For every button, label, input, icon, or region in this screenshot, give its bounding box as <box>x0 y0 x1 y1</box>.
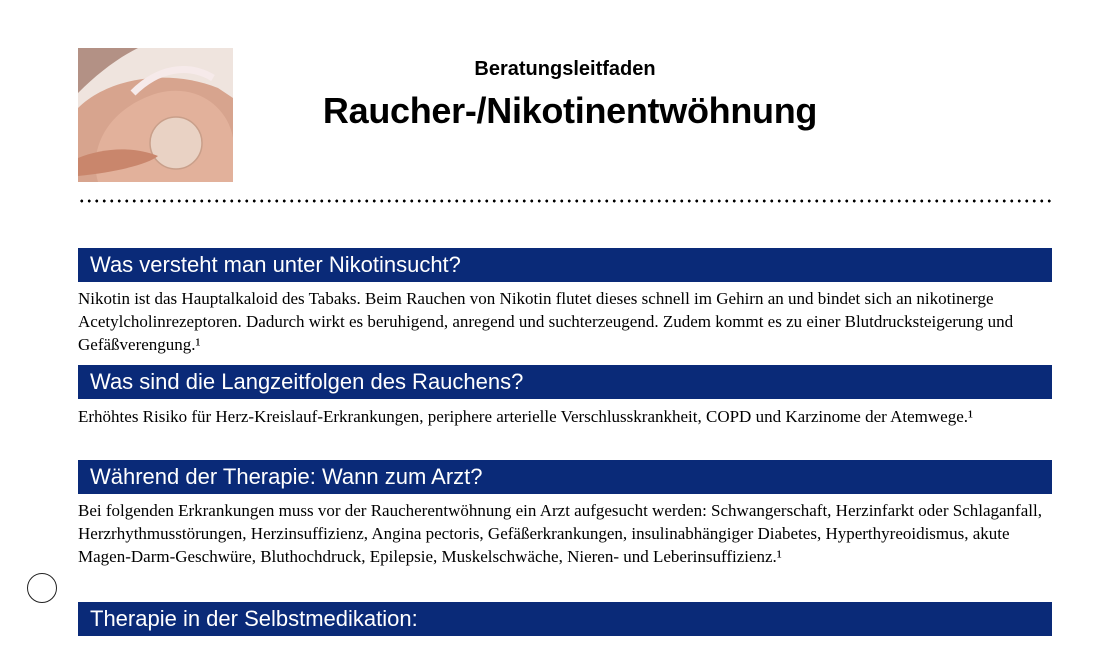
circle-marker <box>27 573 57 603</box>
document-subtitle: Beratungsleitfaden <box>474 58 656 80</box>
dotted-divider <box>78 198 1052 204</box>
nicotine-patch-photo <box>78 48 233 182</box>
section-heading-nikotinsucht: Was versteht man unter Nikotinsucht? <box>78 248 1052 282</box>
section-text-arzt: Bei folgenden Erkrankungen muss vor der Raucherentwöhnung ein Arzt aufgesucht werden: Schwangerschaft, Herzinfarkt oder Schlaganfall, Herzrhythmusstörungen, Herzinsuffizienz, Angina pectoris, Gefäßerkrankungen, insulinabhängiger Diabetes, Hyperthyreoidismus, akute Magen-Darm-Geschwüre, Bluthochdruck, Epilepsie, Muskelschwäche, Nieren- und Leberinsuffizienz.¹ <box>78 501 1042 566</box>
section-text-nikotinsucht: Nikotin ist das Hauptalkaloid des Tabaks. Beim Rauchen von Nikotin flutet dieses schnell im Gehirn an und bindet sich an nikotinerge Acetylcholinrezeptoren. Dadurch wirkt es beruhigend, anregend und suchterzeugend. Zudem kommt es zu einer Blutdrucksteigerung und Gefäßverengung.¹ <box>78 289 1014 354</box>
section-heading-selbstmedikation: Therapie in der Selbstmedikation: <box>78 602 1052 636</box>
section-heading-arzt: Während der Therapie: Wann zum Arzt? <box>78 460 1052 494</box>
section-text-langzeitfolgen: Erhöhtes Risiko für Herz-Kreislauf-Erkrankungen, periphere arterielle Verschlusskrankheit, COPD und Karzinome der Atemwege.¹ <box>78 407 974 426</box>
document-title: Raucher-/Nikotinentwöhnung <box>322 90 818 131</box>
section-heading-langzeitfolgen: Was sind die Langzeitfolgen des Rauchens? <box>78 365 1052 399</box>
